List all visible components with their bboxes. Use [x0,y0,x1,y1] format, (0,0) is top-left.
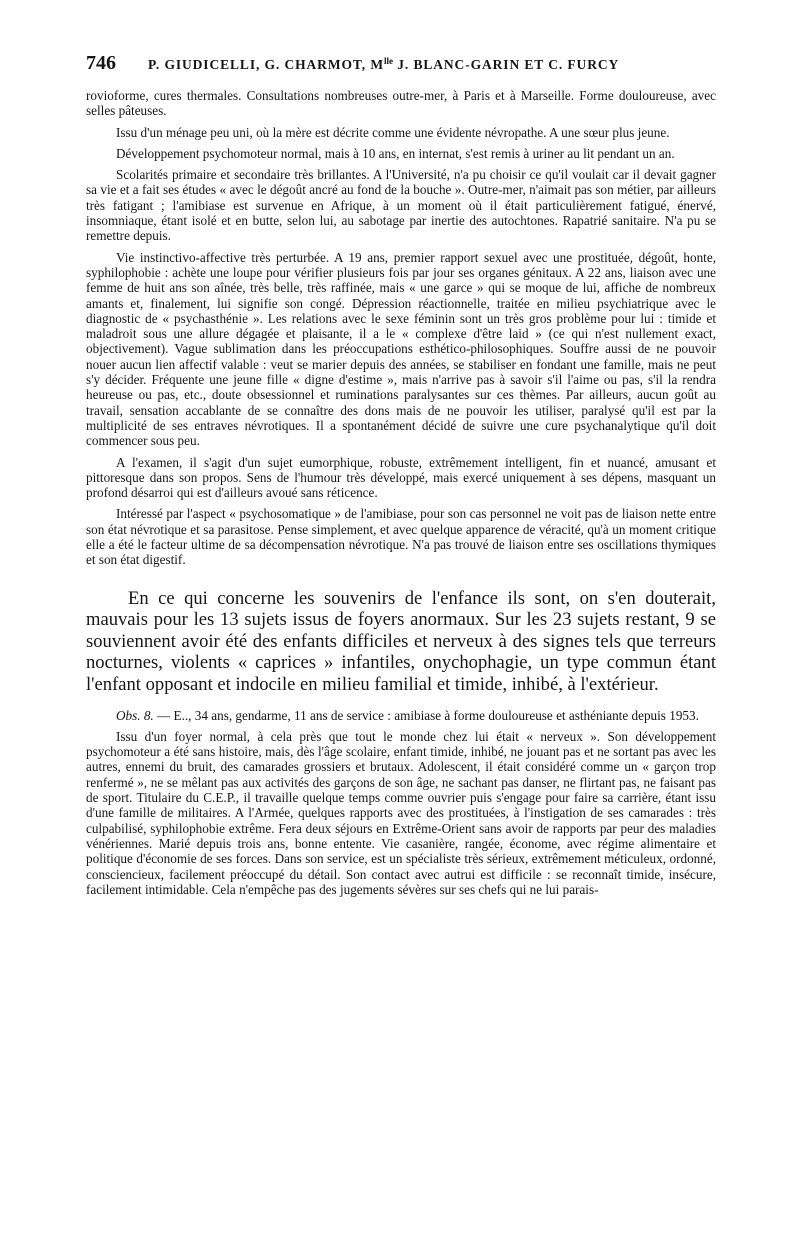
observation-intro: — E.., 34 ans, gendarme, 11 ans de service : amibiase à forme douloureuse et asthéniante depuis 1953. [153,707,699,723]
observation-heading [86,708,716,723]
main-text-paragraph: En ce qui concerne les souvenirs de l'enfance ils sont, on s'en douterait, mauvais pour les 13 sujets issus de foyers anormaux. Sur les 23 sujets restant, 9 se souviennent avoir été des enfants difficiles et nerveux à des signes tels que terreurs nocturnes, violents « caprices » infantiles, onychophagie, un type commun étant l'enfant opposant et indocile en milieu familial et timide, inhibé, à l'extérieur. [86,587,716,695]
observation-label: Obs. 8. [116,707,154,723]
observation-text: Issu d'un foyer normal, à cela près que tout le monde chez lui était « nerveux ». Son développement psychomoteur a été sans histoire, mais, dès l'âge scolaire, enfant timide, inhibé, ne jouant pas et ne sortant pas avec les autres, ennemi du bruit, des camarades grossiers et brutaux. Adolescent, il était considéré comme un « garçon trop renfermé », ne se mêlant pas aux activités des garçons de son âge, ne sachant pas danser, ne flirtant pas, ne faisant pas de sport. Titulaire du C.E.P., il travaille quelque temps comme ouvrier puis s'engage pour faire sa carrière, étant issu d'une famille de militaires. A l'Armée, quelques rapports avec des prostituées, à l'instigation de ses camarades : très culpabilisé, syphilophobie extrême. Fera deux séjours en Extrême-Orient sans avoir de rapports par peur des maladies vénériennes. Marié depuis trois ans, bonne entente. Vie casanière, rangée, économe, avec régime alimentaire et politique d'économie de ses forces. Dans son service, est un spécialiste très sérieux, extrêmement méticuleux, ordonné, consciencieux, facilement préoccupé du détail. Son contact avec autrui est difficile : se reconnaît timide, insécure, facilement intimidable. Cela n'empêche pas des jugements sévères sur ses chefs qui ne lui parais- [86,728,716,897]
paragraph-psychosomatic: Intéressé par l'aspect « psychosomatique » de l'amibiase, pour son cas personnel ne voit pas de liaison nette entre son état névrotique et sa parasitose. Pense simplement, et avec quelque apparence de véracité, qu'à un moment critique elle a été le facteur ultime de sa décompensation névrotique. N'a pas trouvé de liaison entre ses oscillations thymiques et son état digestif. [86,506,716,568]
page-body [86,88,716,903]
page-number: 746 [86,52,116,74]
running-head-authors-start: P. GIUDICELLI, G. CHARMOT, M [148,57,384,72]
paragraph-schooling: Scolarités primaire et secondaire très brillantes. A l'Université, n'a pu choisir ce qu'il voulait car il devait gagner sa vie et a fait ses études « avec le dégoût ancré au fond de la bouche ». Outre-mer, n'aimait pas son métier, par ailleurs très fatigant ; l'amibiase est survenue en Afrique, à un moment où il était particulièrement fatigué, énervé, insomniaque, étant isolé et en butte, selon lui, au sabotage par inertie des autochtones. Rapatrié sanitaire. N'a pu se remettre depuis. [86,167,716,244]
page-header [86,52,726,78]
running-head-authors-end: J. BLANC-GARIN ET C. FURCY [392,57,620,72]
paragraph-development: Développement psychomoteur normal, mais à 10 ans, en internat, s'est remis à uriner au lit pendant un an. [116,145,675,161]
paragraph-affective-life: Vie instinctivo-affective très perturbée. A 19 ans, premier rapport sexuel avec une prostituée, dégoût, honte, syphilophobie : achète une loupe pour vérifier plusieurs fois par jour ses organes génitaux. A 22 ans, liaison avec une femme de huit ans son aînée, très belle, très raffinée, mais « une garce » qui se moque de lui, affiche de nombreux amants et, finalement, lui signifie son congé. Dépression réactionnelle, traitée en milieu psychiatrique avec le diagnostic de « psychasthénie ». Les relations avec le sexe féminin sont un très gros problème pour lui : timide et maladroit sous une allure dégagée et plaisante, il a le « complexe d'être laid » (ce qui n'est nullement exact, objectivement). Vague sublimation dans les préoccupations esthético-philosophiques. Souffre aussi de ne pouvoir nouer aucun lien affectif valable : veut se marier depuis des années, se stabiliser en fondant une famille, mais ne peut s'y décider. Fréquente une jeune fille « digne d'estime », mais n'arrive pas à savoir s'il l'aime ou pas, s'il la rendra heureuse ou pas, etc., doute obsessionnel et ruminations paralysantes sur ces thèmes. Par ailleurs, aucun goût au travail, sensation accablante de se connaître des dons mais de ne pouvoir les utiliser, paralysé qu'il est par la multiplicité de ses entraves névrotiques. Il a spontanément décidé de suivre une cure psychanalytique qu'il doit commencer sous peu. [86,249,716,449]
paragraph-examination: A l'examen, il s'agit d'un sujet eumorphique, robuste, extrêmement intelligent, fin et nuancé, amusant et pittoresque dans son propos. Sens de l'humour très développé, mais exercé uniquement à ses dépens, masquant un profond désarroi qui est d'ailleurs avoué sans réticence. [86,454,716,501]
running-head-superscript: lle [383,56,393,66]
paragraph-family: Issu d'un ménage peu uni, où la mère est décrite comme une évidente névropathe. A une sœur plus jeune. [116,124,670,140]
paragraph-continuation: rovioforme, cures thermales. Consultations nombreuses outre-mer, à Paris et à Marseille. Forme douloureuse, avec selles pâteuses. [86,88,716,119]
running-head [148,56,619,73]
